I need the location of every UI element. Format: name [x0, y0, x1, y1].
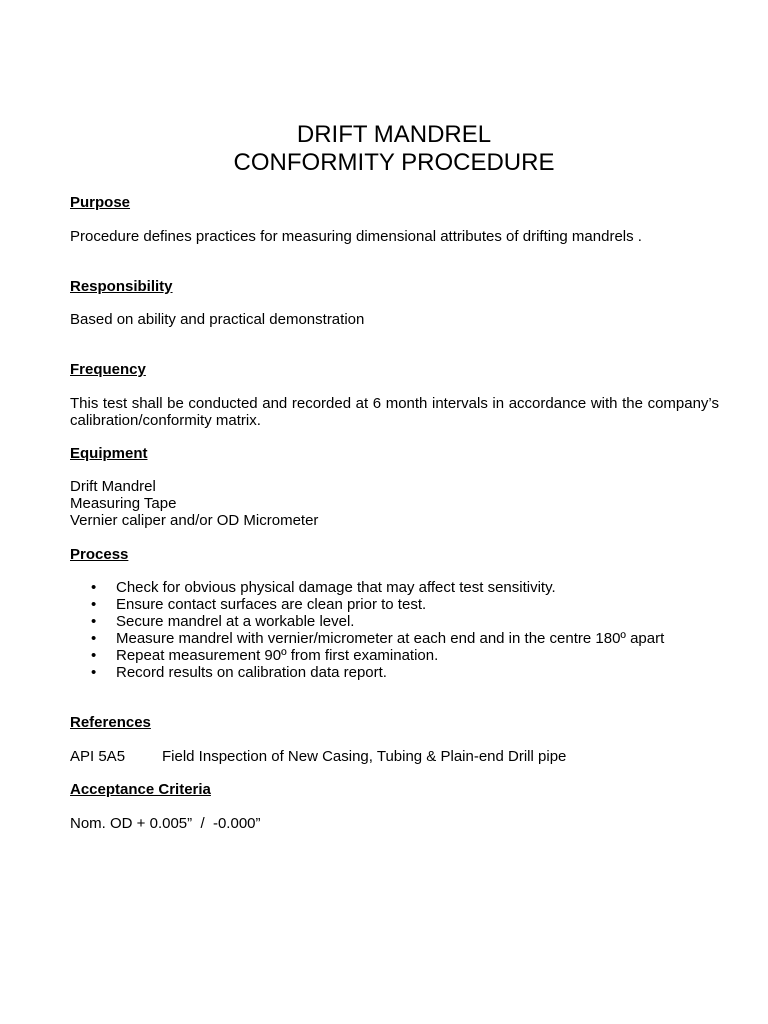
process-step-text: Repeat measurement 90º from first examination.: [116, 647, 439, 664]
bullet-icon: •: [91, 664, 97, 681]
bullet-icon: •: [91, 613, 97, 630]
process-steps-list: [70, 579, 664, 681]
equipment-list: [70, 478, 318, 529]
frequency-heading: Frequency: [70, 361, 146, 378]
list-item: [70, 596, 664, 613]
purpose-text: Procedure defines practices for measuring dimensional attributes of drifting mandrels .: [70, 228, 642, 245]
reference-code: API 5A5: [70, 748, 126, 765]
list-item: [70, 630, 664, 647]
process-step-text: Ensure contact surfaces are clean prior to test.: [116, 596, 427, 613]
equipment-heading: Equipment: [70, 445, 148, 462]
process-step-text: Secure mandrel at a workable level.: [116, 613, 355, 630]
title-line-2: CONFORMITY PROCEDURE: [233, 149, 555, 176]
bullet-icon: •: [91, 579, 97, 596]
frequency-text: This test shall be conducted and recorded at 6 month intervals in accordance with the company’s calibration/conformity matrix.: [70, 395, 719, 429]
list-item: [70, 664, 664, 681]
bullet-icon: •: [91, 630, 97, 647]
equipment-item: Drift Mandrel: [70, 478, 156, 495]
references-heading: References: [70, 714, 151, 731]
process-heading: Process: [70, 546, 129, 563]
reference-description: Field Inspection of New Casing, Tubing & Plain-end Drill pipe: [162, 748, 567, 765]
bullet-icon: •: [91, 647, 97, 664]
equipment-item: Vernier caliper and/or OD Micrometer: [70, 512, 319, 529]
list-item: [70, 613, 664, 630]
acceptance-text: Nom. OD + 0.005” / -0.000”: [70, 815, 261, 832]
responsibility-heading: Responsibility: [70, 278, 173, 295]
process-step-text: Check for obvious physical damage that may affect test sensitivity.: [116, 579, 556, 596]
list-item: [70, 647, 664, 664]
acceptance-heading: Acceptance Criteria: [70, 781, 211, 798]
list-item: [70, 579, 664, 596]
title-line-1: DRIFT MANDREL: [296, 121, 492, 148]
purpose-heading: Purpose: [70, 194, 131, 211]
process-step-text: Measure mandrel with vernier/micrometer at each end and in the centre 180º apart: [116, 630, 665, 647]
document-title: [0, 121, 768, 177]
responsibility-text: Based on ability and practical demonstration: [70, 311, 365, 328]
reference-entry: [70, 748, 566, 765]
equipment-item: Measuring Tape: [70, 495, 177, 512]
process-step-text: Record results on calibration data report.: [116, 664, 387, 681]
bullet-icon: •: [91, 596, 97, 613]
